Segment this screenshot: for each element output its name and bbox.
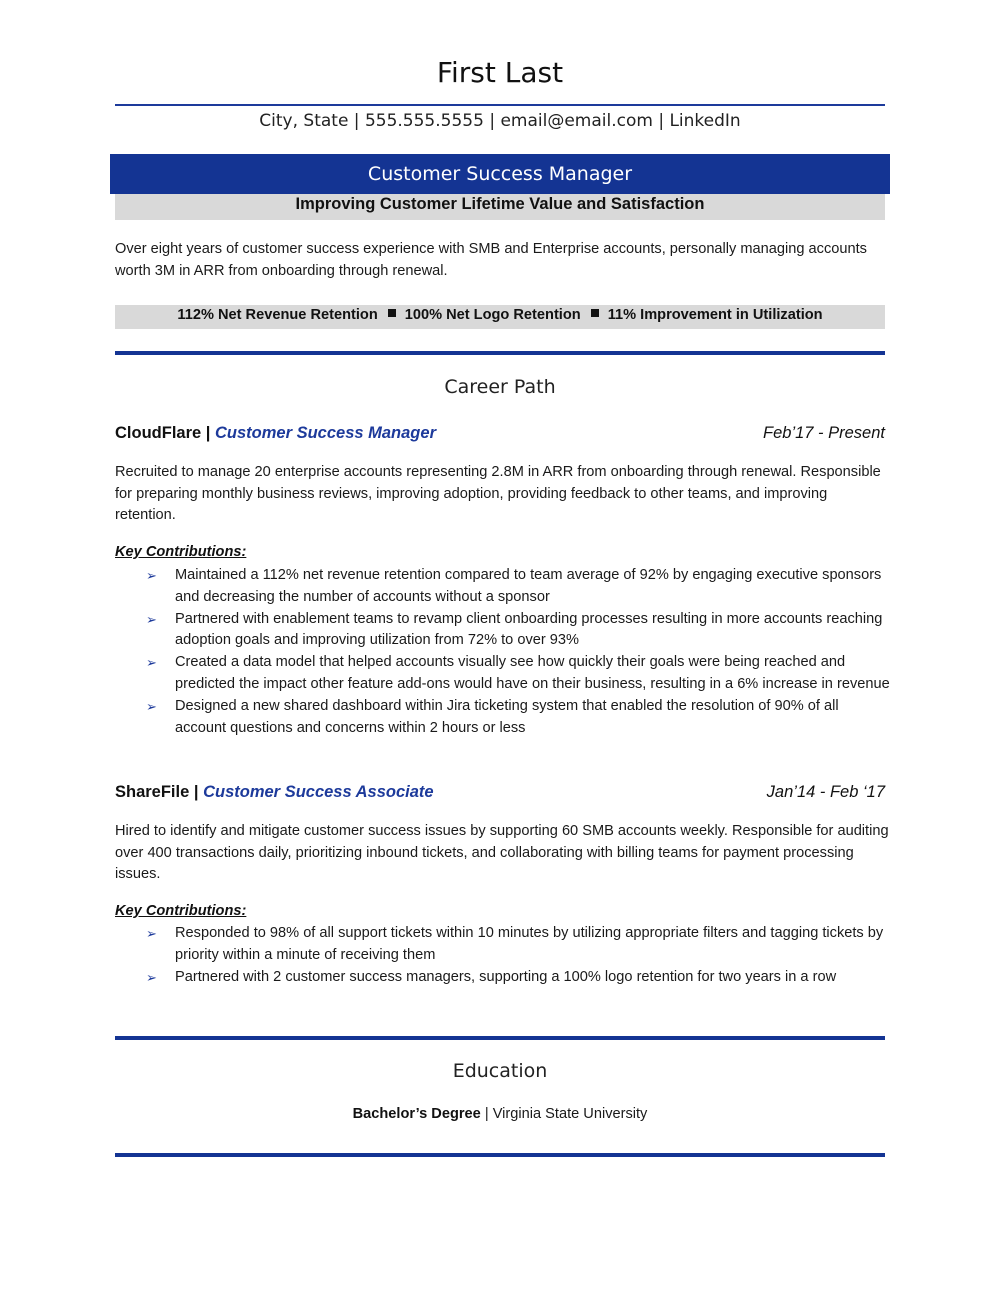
list-item <box>115 696 890 740</box>
degree: Bachelor’s Degree <box>352 1106 481 1122</box>
metric-item: 100% Net Logo Retention <box>404 307 581 323</box>
header-divider <box>115 104 885 106</box>
bullet-text: Maintained a 112% net revenue retention compared to team average of 92% by engaging executive sponsors and decreasing the number of accounts without a sponsor <box>175 567 882 605</box>
arrowhead-bullet-icon: ➢ <box>146 655 157 671</box>
job-title-banner: Customer Success Manager <box>110 154 890 194</box>
job-role: Customer Success Associate <box>203 783 434 801</box>
metric-item: 112% Net Revenue Retention <box>177 307 378 323</box>
company-name: CloudFlare <box>115 424 202 442</box>
arrowhead-bullet-icon: ➢ <box>146 568 157 583</box>
job-dates: Jan’14 - Feb ‘17 <box>766 783 885 801</box>
candidate-name: First Last <box>436 56 564 89</box>
separator: | <box>201 424 215 442</box>
separator: | <box>189 783 204 801</box>
section-divider <box>115 351 885 355</box>
contributions-list <box>115 923 890 988</box>
list-item <box>115 923 890 967</box>
job-header <box>115 424 885 446</box>
arrowhead-bullet-icon: ➢ <box>146 969 157 985</box>
list-item <box>115 565 890 609</box>
job-description: Hired to identify and mitigate customer success issues by supporting 60 SMB accounts weekly. Responsible for auditing over 400 transactions daily, prioritizing inbound tickets, and collaborating with billing teams for payment processing issues. <box>115 823 889 882</box>
professional-summary: Over eight years of customer success experience with SMB and Enterprise accounts, personally managing accounts worth 3M in ARR from onboarding through renewal. <box>115 241 867 279</box>
list-item <box>115 609 890 653</box>
metric-item: 11% Improvement in Utilization <box>607 307 823 323</box>
list-item <box>115 967 890 989</box>
square-separator-icon <box>388 309 396 317</box>
job-dates: Feb’17 - Present <box>763 424 885 442</box>
education-section-title: Education <box>452 1060 548 1082</box>
job-header <box>115 783 885 805</box>
key-contributions-label: Key Contributions: <box>115 903 247 919</box>
school: Virginia State University <box>492 1106 648 1122</box>
bullet-text: Partnered with 2 customer success managers, supporting a 100% logo retention for two years in a row <box>175 968 837 985</box>
list-item <box>115 652 890 696</box>
footer-divider <box>115 1153 885 1157</box>
bullet-text: Designed a new shared dashboard within Jira ticketing system that enabled the resolution of 90% of all account questions and concerns within 2 hours or less <box>175 697 839 736</box>
job-description: Recruited to manage 20 enterprise accounts representing 2.8M in ARR from onboarding through renewal. Responsible for preparing monthly business reviews, improving adoption, providing feedback to other teams, and improving retention. <box>115 464 881 523</box>
arrowhead-bullet-icon: ➢ <box>146 698 157 714</box>
contributions-list <box>115 565 890 739</box>
contact-line: City, State | 555.555.5555 | email@email.com | LinkedIn <box>259 111 741 131</box>
metrics-banner <box>115 305 885 329</box>
tagline-banner: Improving Customer Lifetime Value and Satisfaction <box>115 194 885 220</box>
section-divider <box>115 1036 885 1040</box>
key-contributions-label: Key Contributions: <box>115 544 247 560</box>
bullet-text: Partnered with enablement teams to revamp client onboarding processes resulting in more accounts reaching adoption goals and improving utilization from 72% to over 93% <box>175 610 883 649</box>
career-section-title: Career Path <box>444 376 556 398</box>
separator: | <box>480 1106 493 1122</box>
bullet-text: Responded to 98% of all support tickets within 10 minutes by utilizing appropriate filters and tagging tickets by priority within a minute of receiving them <box>175 925 884 963</box>
company-name: ShareFile <box>115 783 190 801</box>
bullet-text: Created a data model that helped accounts visually see how quickly their goals were being reached and predicted the impact other feature add-ons would have on their business, resulting in a 6% increase in revenue <box>175 654 890 692</box>
arrowhead-bullet-icon: ➢ <box>146 926 157 941</box>
square-separator-icon <box>591 309 599 317</box>
arrowhead-bullet-icon: ➢ <box>146 611 157 627</box>
education-entry <box>115 1106 885 1122</box>
job-role: Customer Success Manager <box>214 424 436 442</box>
